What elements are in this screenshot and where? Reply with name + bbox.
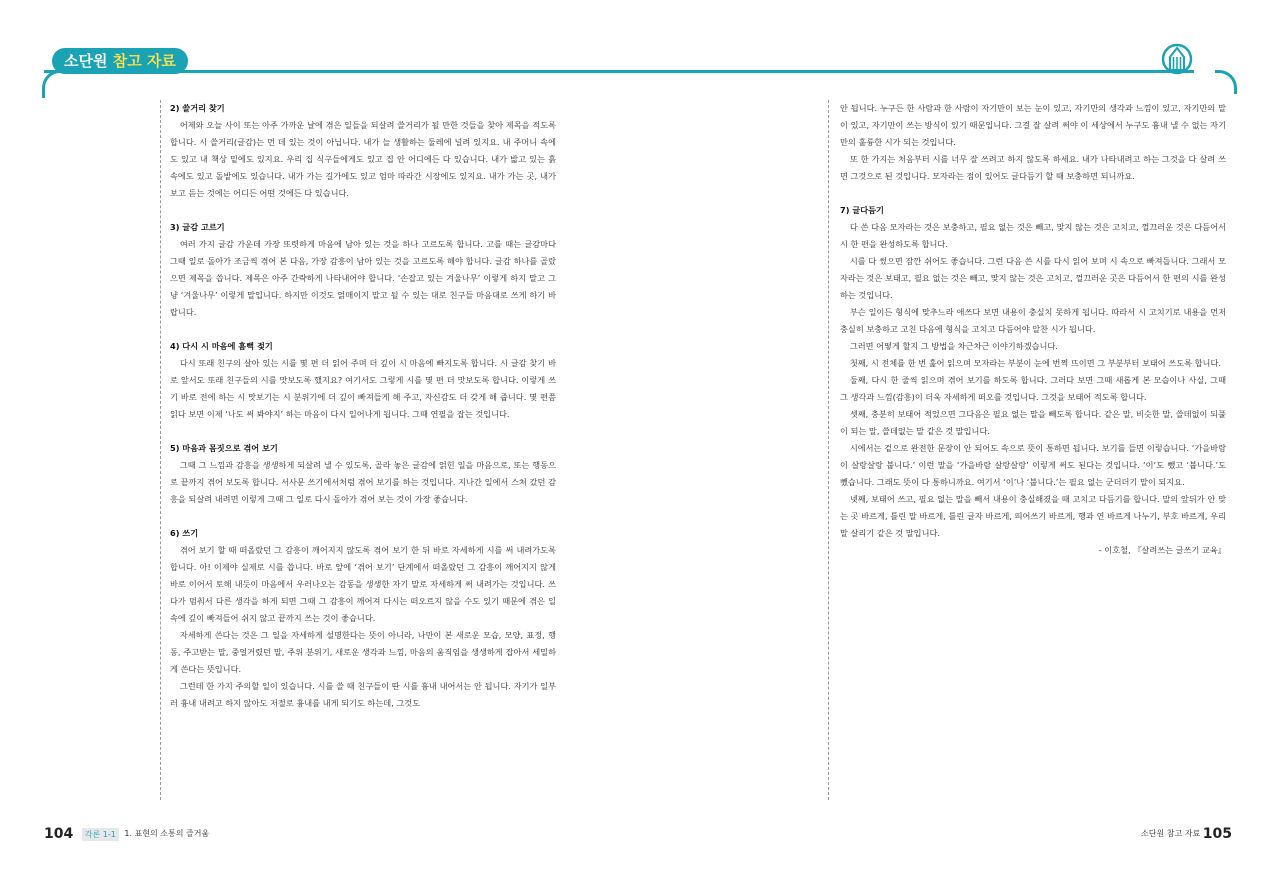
body-paragraph: 시를 다 썼으면 잠깐 쉬어도 좋습니다. 그런 다음 쓴 시를 다시 읽어 보며 시 속으로 빠져듭니다. 그래서 모자라는 것은 보태고, 필요 없는 것은 빼고, 맞지 않는 것은 고치고, 껄끄러운 곳은 다듬어서 한 편의 시를 완성하는 것입니다. <box>840 256 1226 300</box>
section-title: 6) 쓰기 <box>170 528 199 538</box>
source-citation: - 이호철, 『살려쓰는 글쓰기 교육』 <box>1098 545 1226 555</box>
body-paragraph: 다시 또래 친구의 살아 있는 시를 몇 편 더 읽어 주며 더 깊이 시 마음에 빠지도록 합니다. 시 글감 찾기 바로 앞서도 또래 친구들의 시를 맛보도록 했지요? 여기서도 그렇게 시를 몇 편 더 맛보도록 합니다. 이렇게 쓰기 바로 전에 하는 시 맛보기는 시 분위기에 더 깊이 빠져들게 해 주고, 자신감도 더 갖게 해 줍니다. 몇 편쯤 읽다 보면 이제 ‘나도 써 봐야지’ 하는 마음이 다시 일어나게 됩니다. 그때 연필을 잡는 것입니다. <box>170 358 556 419</box>
section-tab <box>52 48 188 74</box>
body-paragraph: 다 쓴 다음 모자라는 것은 보충하고, 필요 없는 것은 빼고, 맞지 않는 것은 고치고, 껄끄러운 것은 다듬어서 시 한 편을 완성하도록 합니다. <box>840 222 1226 249</box>
right-page-column <box>840 100 1226 576</box>
body-paragraph: 여러 가지 글감 가운데 가장 또렷하게 마음에 남아 있는 것을 하나 고르도록 합니다. 고를 때는 글감마다 그때 일로 돌아가 조금씩 겪어 본 다음, 가장 감흥이 남아 있는 것을 고르도록 해야 합니다. 글감 하나를 골랐으면 제목을 씁니다. 제목은 아주 간략하게 나타내어야 합니다. ‘손잡고 있는 겨울나무’ 이렇게 하지 말고 그냥 ‘겨울나무’ 이렇게 말입니다. 하지만 이것도 얽매이지 말고 될 수 있는 대로 친구들 마음대로 쓰게 하기 바랍니다. <box>170 239 556 317</box>
body-paragraph: 둘째, 다시 한 줄씩 읽으며 겪어 보기를 하도록 합니다. 그러다 보면 그때 새롭게 본 모습이나 사실, 그때 그 생각과 느낌(감흥)이 더욱 자세하게 떠오를 것입니다. 그것을 보태어 적도록 합니다. <box>840 375 1226 402</box>
body-paragraph: 또 한 가지는 처음부터 시를 너무 잘 쓰려고 하지 않도록 하세요. 내가 나타내려고 하는 그것을 다 살려 쓰면 그것으로 된 것입니다. 모자라는 점이 있어도 글다듬기 할 때 보충하면 되니까요. <box>840 154 1226 181</box>
section-footer-label: 소단원 참고 자료 <box>1141 829 1201 838</box>
body-paragraph: 자세하게 쓴다는 것은 그 일을 자세하게 설명한다는 뜻이 아니라, 나만이 본 새로운 모습, 모양, 표정, 행동, 주고받는 말, 중얼거렸던 말, 주위 분위기, 새로운 생각과 느낌, 마음의 움직임을 생생하게 잡아서 세밀하게 쓴다는 뜻입니다. <box>170 630 556 674</box>
section-choose-material <box>170 219 556 321</box>
body-paragraph: 그때 그 느낌과 감흥을 생생하게 되살려 낼 수 있도록, 골라 놓은 글감에 얽힌 일을 마음으로, 또는 행동으로 끝까지 겪어 보도록 합니다. 서사문 쓰기에서처럼 겪어 보기를 하는 것입니다. 지나간 일에서 스쳐 갔던 감흥을 되살려 내려면 이렇게 그때 그 일로 다시 돌아가 겪어 보는 것이 가장 좋습니다. <box>170 460 556 504</box>
section-tab-label-part2: 참고 자료 <box>112 52 176 70</box>
body-paragraph: 셋째, 충분히 보태어 적었으면 그다음은 필요 없는 말을 빼도록 합니다. 같은 말, 비슷한 말, 쓸데없이 되풀이 되는 말, 쓸데없는 말 같은 것 말입니다. <box>840 409 1226 436</box>
section-tab-label-part1: 소단원 <box>64 52 108 70</box>
body-paragraph: 어제와 오늘 사이 또는 아주 가까운 날에 겪은 일들을 되살려 쓸거리가 될 만한 것들을 찾아 제목을 적도록 합니다. 시 쓸거리(글감)는 먼 데 있는 것이 아닙니다. 내가 늘 생활하는 둘레에 널려 있지요. 내 주머니 속에도 있고 내 책상 밑에도 있지요. 우리 집 식구들에게도 있고 집 안 어디에든 다 있습니다. 내가 밟고 있는 흙 속에도 있고 돌밭에도 있습니다. 내가 가는 길가에도 있고 엄마 따라간 시장에도 있지요. 내가 가는 곳, 내가 보고 듣는 것에는 어디든 어떤 것에든 다 있습니다. <box>170 120 556 198</box>
body-paragraph: 겪어 보기 할 때 떠올랐던 그 감흥이 깨어지지 않도록 겪어 보기 한 뒤 바로 자세하게 시를 써 내려가도록 합니다. 아! 이제야 실제로 시를 씁니다. 바로 앞에 ‘겪어 보기’ 단계에서 떠올랐던 그 감흥이 깨어지지 않게 바로 이어서 토해 내듯이 마음에서 우러나오는 감동을 생생한 자기 말로 자세하게 써 내려가는 것입니다. 쓰다가 멈춰서 다른 생각을 하게 되면 그때 그 감흥이 깨어져 다시는 떠오르지 않을 수도 있기 때문에 겪은 일 속에 깊이 빠져들어 쉬지 않고 끝까지 쓰는 것이 좋습니다. <box>170 545 556 623</box>
body-paragraph: 그런데 한 가지 주의할 일이 있습니다. 시를 쓸 때 친구들이 딴 시를 흉내 내어서는 안 됩니다. 자기가 일부러 흉내 내려고 하지 않아도 저절로 흉내를 내게 되기도 하는데, 그것도 <box>170 681 556 708</box>
section-continued <box>840 100 1226 185</box>
header-rule <box>44 70 1194 73</box>
right-margin-dashed-rule <box>828 100 829 800</box>
body-paragraph: 첫째, 시 전체를 한 번 훑어 읽으며 모자라는 부분이 눈에 번쩍 뜨이면 그 부분부터 보태어 쓰도록 합니다. <box>849 358 1221 368</box>
chapter-badge: 각론 1-1 <box>82 828 119 841</box>
section-title: 5) 마음과 몸짓으로 겪어 보기 <box>170 443 278 453</box>
left-page-number: 104 <box>44 826 74 842</box>
body-paragraph: 부슨 일이든 형식에 맞추느라 애쓰다 보면 내용이 충실치 못하게 됩니다. 따라서 시 고치기로 내용을 먼저 충실히 보충하고 고친 다음에 형식을 고치고 다듬어야 알찬 시가 됩니다. <box>840 307 1226 334</box>
chapter-title: 1. 표현의 소통의 즐거움 <box>124 829 210 838</box>
section-title: 4) 다시 시 마음에 흠뻑 젖기 <box>170 341 273 351</box>
right-page-number: 105 <box>1202 826 1232 842</box>
section-revise <box>840 202 1226 559</box>
section-title: 7) 글다듬기 <box>840 205 884 215</box>
body-paragraph: 시에서는 겉으로 완전한 문장이 안 되어도 속으로 뜻이 통하면 됩니다. 보기를 들면 이렇습니다. ‘가을바람이 살랑살랑 붑니다.’ 이런 말을 ‘가을바람 살랑살랑’ 이렇게 써도 된다는 것입니다. ‘이’도 뺐고 ‘붑니다.’도 뺐습니다. 그래도 뜻이 다 통하니까요. 여기서 ‘이’나 ‘붑니다.’는 필요 없는 군더더기 말이 되지요. <box>840 443 1226 487</box>
left-margin-dashed-rule <box>160 100 161 800</box>
footer-left <box>44 826 209 843</box>
section-title: 2) 쓸거리 찾기 <box>170 103 225 113</box>
section-poem-mind <box>170 338 556 423</box>
section-experience <box>170 440 556 508</box>
section-writing <box>170 525 556 712</box>
pencil-building-icon <box>1160 42 1194 76</box>
header-rule-left-curve <box>42 70 62 98</box>
section-title: 3) 글감 고르기 <box>170 222 225 232</box>
body-paragraph: 그러면 어떻게 할지 그 방법을 차근차근 이야기하겠습니다. <box>849 341 1058 351</box>
body-paragraph-continued: 안 됩니다. 누구든 한 사람과 한 사람이 자기만이 보는 눈이 있고, 자기만의 생각과 느낌이 있고, 자기만의 말이 있고, 자기만이 쓰는 방식이 있기 때문입니다. 그걸 잘 살려 써야 이 세상에서 누구도 흉내 낼 수 없는 자기만의 훌륭한 시가 되는 것입니다. <box>840 103 1226 147</box>
footer-right <box>1141 826 1232 843</box>
body-paragraph: 넷째, 보태어 쓰고, 필요 없는 말을 빼서 내용이 충실해졌을 때 고치고 다듬기를 합니다. 말의 앞뒤가 안 맞는 곳 바르게, 틀린 말 바르게, 틀린 글자 바르게, 띄어쓰기 바르게, 행과 연 바르게 나누기, 부호 바르게, 우리말 살리기 같은 것 말입니다. <box>840 494 1226 538</box>
left-page-column <box>170 100 556 729</box>
header-rule-right-curve <box>1215 70 1237 94</box>
section-find-material <box>170 100 556 202</box>
